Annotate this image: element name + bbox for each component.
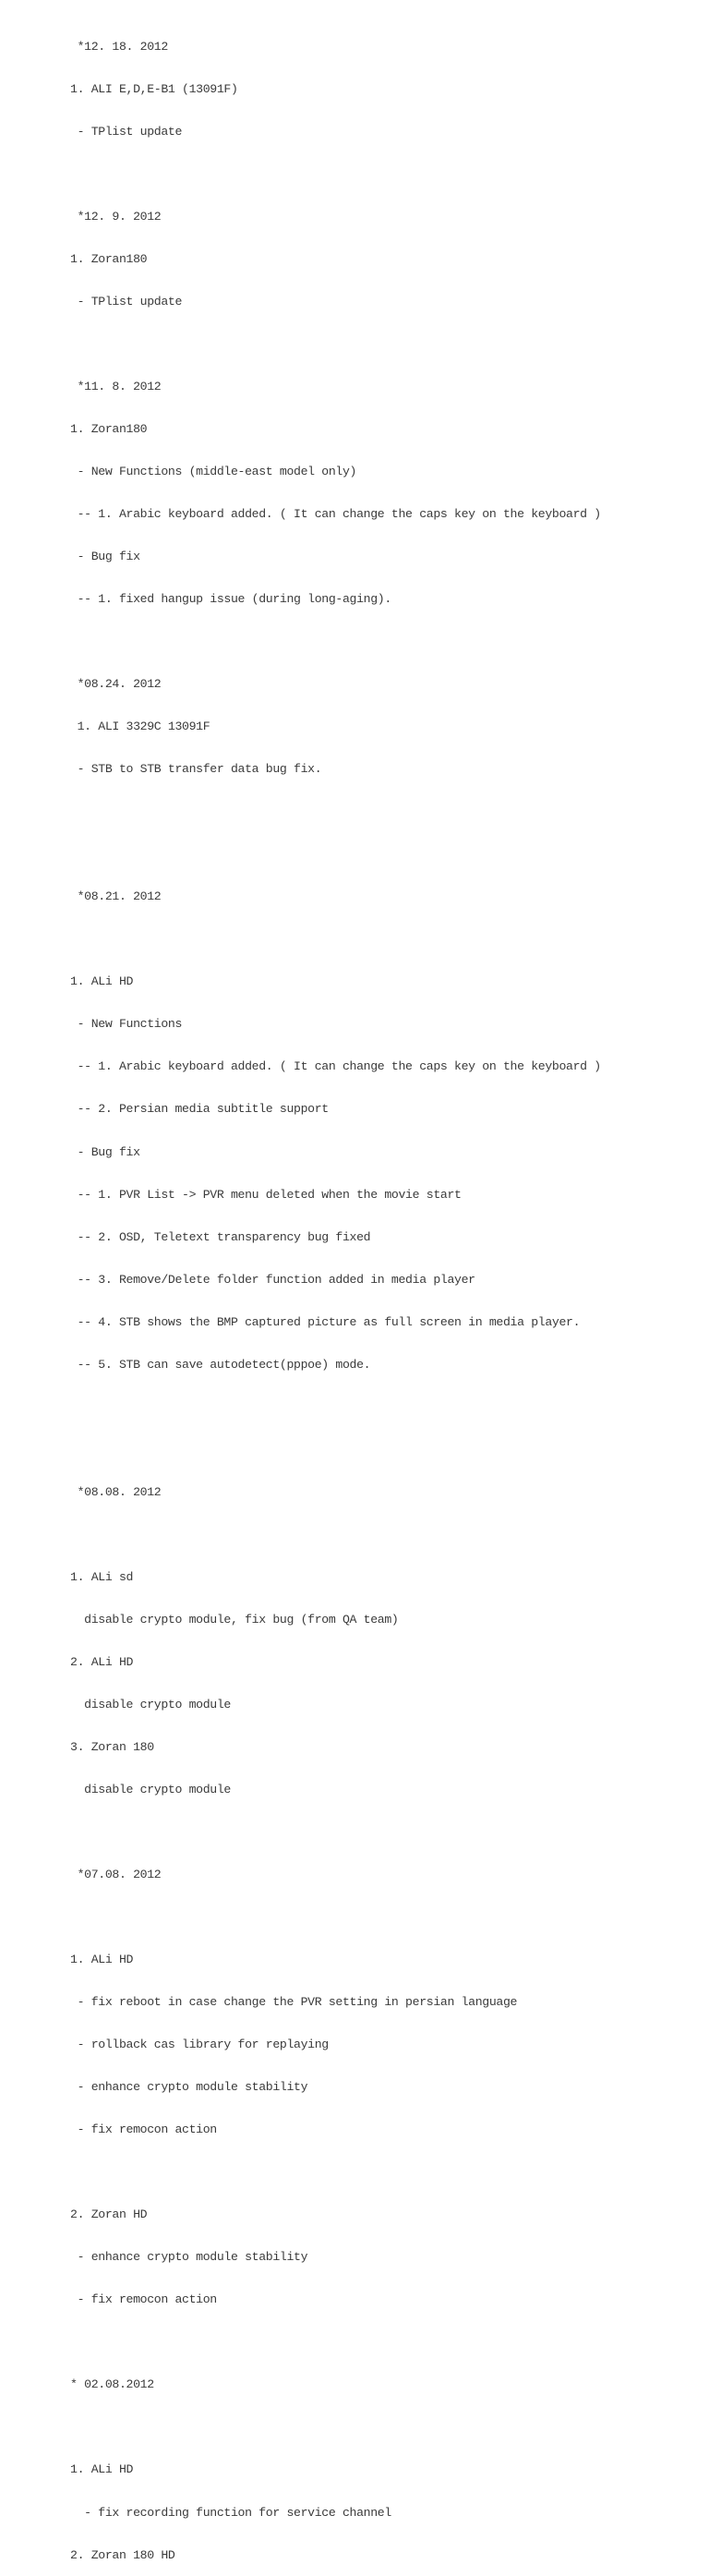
entry-detail: - Bug fix [70, 1144, 140, 1159]
entry-subdetail: -- 2. OSD, Teletext transparency bug fixed [70, 1229, 371, 1244]
blank-line [70, 1528, 698, 1542]
entry-detail: - fix reboot in case change the PVR setting in persian language [70, 1995, 518, 2010]
entry-detail: disable crypto module [70, 1782, 231, 1796]
entry-date: *11. 8. 2012 [70, 379, 162, 393]
blank-line [70, 635, 698, 648]
blank-line [70, 167, 698, 181]
entry-subdetail: -- 3. Remove/Delete folder function added in media player [70, 1272, 475, 1287]
entry-detail: - TPlist update [70, 294, 183, 308]
entry-detail: - TPlist update [70, 124, 183, 139]
entry-date: *08.08. 2012 [70, 1484, 162, 1499]
entry-detail: disable crypto module [70, 1697, 231, 1711]
entry-subdetail: -- 2. Persian media subtitle support [70, 1102, 329, 1117]
blank-line [70, 2335, 698, 2349]
blank-line [70, 804, 698, 818]
entry-detail: - New Functions (middle-east model only) [70, 465, 357, 478]
blank-line [70, 1825, 698, 1839]
entry-detail: - rollback cas library for replaying [70, 2038, 329, 2052]
entry-item: 2. Zoran HD [70, 2207, 148, 2222]
entry-detail: - enhance crypto module stability [70, 2250, 308, 2265]
entry-item: 1. Zoran180 [70, 421, 148, 436]
entry-subdetail: -- 1. Arabic keyboard added. ( It can change the caps key on the keyboard ) [70, 507, 601, 522]
entry-item: 1. ALi HD [70, 1953, 134, 1967]
entry-item: 1. ALi HD [70, 974, 134, 989]
entry-date: *07.08. 2012 [70, 1868, 162, 1882]
entry-date: *12. 9. 2012 [70, 209, 162, 224]
blank-line [70, 847, 698, 861]
entry-date: *12. 18. 2012 [70, 39, 168, 54]
entry-item: 2. ALi HD [70, 1654, 134, 1669]
entry-item: 1. ALI E,D,E-B1 (13091F) [70, 81, 238, 96]
entry-detail: - enhance crypto module stability [70, 2080, 308, 2095]
entry-detail: - STB to STB transfer data bug fix. [70, 762, 322, 777]
entry-item: 1. ALi sd [70, 1569, 134, 1584]
blank-line [70, 2420, 698, 2434]
entry-detail: - fix remocon action [70, 2122, 217, 2137]
entry-date: *08.24. 2012 [70, 677, 162, 692]
entry-date: * 02.08.2012 [70, 2377, 154, 2392]
entry-subdetail: -- 5. STB can save autodetect(pppoe) mode. [70, 1357, 371, 1372]
entry-detail: - fix remocon action [70, 2292, 217, 2307]
entry-subdetail: -- 1. fixed hangup issue (during long-aging). [70, 592, 391, 607]
blank-line [70, 2165, 698, 2179]
blank-line [70, 1400, 698, 1414]
entry-date: *08.21. 2012 [70, 889, 162, 904]
blank-line [70, 1443, 698, 1457]
blank-line [70, 1910, 698, 1924]
entry-item: 1. ALI 3329C 13091F [70, 720, 210, 734]
blank-line [70, 337, 698, 351]
entry-detail: - fix recording function for service channel [70, 2505, 391, 2520]
blank-line [70, 932, 698, 946]
entry-subdetail: -- 4. STB shows the BMP captured picture as full screen in media player. [70, 1314, 581, 1329]
entry-detail: disable crypto module, fix bug (from QA team) [70, 1612, 399, 1627]
entry-detail: - Bug fix [70, 550, 140, 564]
entry-detail: - New Functions [70, 1017, 183, 1032]
entry-item: 1. Zoran180 [70, 251, 148, 266]
entry-subdetail: -- 1. Arabic keyboard added. ( It can change the caps key on the keyboard ) [70, 1059, 601, 1074]
changelog-document [70, 11, 698, 2576]
entry-item: 1. ALi HD [70, 2462, 134, 2477]
entry-item: 3. Zoran 180 [70, 1739, 154, 1754]
entry-item: 2. Zoran 180 HD [70, 2547, 175, 2562]
entry-subdetail: -- 1. PVR List -> PVR menu deleted when the movie start [70, 1187, 462, 1202]
